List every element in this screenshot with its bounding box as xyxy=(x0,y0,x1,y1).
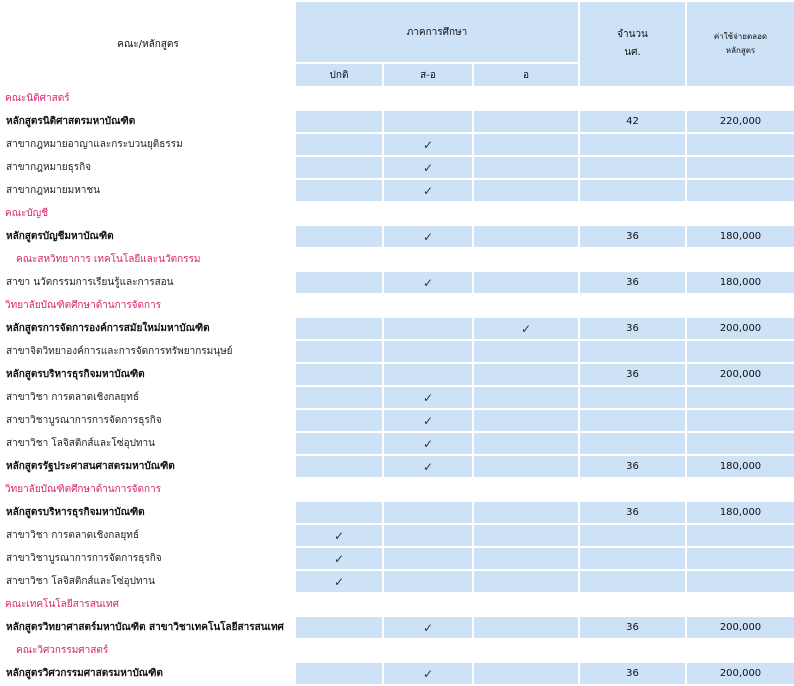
cost-value: 220,000 xyxy=(686,110,794,133)
faculty-name: คณะบัญชี xyxy=(1,202,794,225)
students-value: 36 xyxy=(579,662,686,685)
cell-sat-sun xyxy=(383,616,473,639)
check-icon: ✓ xyxy=(422,275,434,290)
cell-sun xyxy=(473,386,579,409)
cell-sat-sun xyxy=(383,340,473,363)
major-name: สาขากฎหมายมหาชน xyxy=(1,179,295,202)
check-icon: ✓ xyxy=(333,528,345,543)
cell-sat-sun xyxy=(383,271,473,294)
students-value xyxy=(579,547,686,570)
major-name: สาขาวิชาบูรณาการการจัดการธุรกิจ xyxy=(1,547,295,570)
cell-regular xyxy=(295,156,383,179)
cell-sat-sun xyxy=(383,133,473,156)
students-value: 36 xyxy=(579,616,686,639)
cost-value xyxy=(686,570,794,593)
cell-sun xyxy=(473,110,579,133)
faculty-row xyxy=(1,248,794,271)
program-row xyxy=(1,616,794,639)
check-icon: ✓ xyxy=(520,321,532,336)
header-sem-sun: อ xyxy=(473,63,579,87)
check-icon: ✓ xyxy=(422,390,434,405)
program-name: หลักสูตรบริหารธุรกิจมหาบัณฑิต xyxy=(1,501,295,524)
cell-sun xyxy=(473,524,579,547)
cell-sat-sun xyxy=(383,110,473,133)
cell-sat-sun xyxy=(383,363,473,386)
students-value xyxy=(579,570,686,593)
cell-regular xyxy=(295,110,383,133)
program-name: หลักสูตรการจัดการองค์การสมัยใหม่มหาบัณฑิต xyxy=(1,317,295,340)
cost-value xyxy=(686,524,794,547)
cell-sat-sun xyxy=(383,547,473,570)
cost-value: 200,000 xyxy=(686,317,794,340)
students-value xyxy=(579,524,686,547)
faculty-name: คณะวิศวกรรมศาสตร์ xyxy=(1,639,794,662)
cell-sat-sun xyxy=(383,432,473,455)
faculty-row xyxy=(1,294,794,317)
cell-regular xyxy=(295,340,383,363)
cell-sun xyxy=(473,225,579,248)
cell-sun xyxy=(473,616,579,639)
cell-sat-sun xyxy=(383,317,473,340)
cell-regular xyxy=(295,386,383,409)
table-body xyxy=(1,87,794,685)
cell-regular xyxy=(295,363,383,386)
major-name: สาขากฎหมายอาญาและกระบวนยุติธรรม xyxy=(1,133,295,156)
cost-value xyxy=(686,547,794,570)
students-value: 42 xyxy=(579,110,686,133)
major-name: สาขา นวัตกรรมการเรียนรู้และการสอน xyxy=(1,271,295,294)
cell-regular xyxy=(295,133,383,156)
cell-regular xyxy=(295,432,383,455)
major-name: สาขากฎหมายธุรกิจ xyxy=(1,156,295,179)
cell-sun xyxy=(473,340,579,363)
cell-sat-sun xyxy=(383,156,473,179)
faculty-row xyxy=(1,87,794,110)
faculty-name: คณะเทคโนโลยีสารสนเทศ xyxy=(1,593,794,616)
header-students: จำนวน นศ. xyxy=(579,1,686,87)
cost-value xyxy=(686,386,794,409)
cost-value: 180,000 xyxy=(686,455,794,478)
program-row xyxy=(1,501,794,524)
students-value xyxy=(579,432,686,455)
cell-sat-sun xyxy=(383,179,473,202)
cost-value xyxy=(686,432,794,455)
cell-sun xyxy=(473,432,579,455)
header-faculty-program: คณะ/หลักสูตร xyxy=(1,1,295,87)
program-row xyxy=(1,225,794,248)
cell-regular xyxy=(295,616,383,639)
program-name: หลักสูตรวิทยาศาสตร์มหาบัณฑิต สาขาวิชาเทคโนโลยีสารสนเทศ xyxy=(1,616,295,639)
cell-regular xyxy=(295,524,383,547)
program-row xyxy=(1,317,794,340)
major-row xyxy=(1,570,794,593)
cell-regular xyxy=(295,225,383,248)
major-name: สาขาวิชาบูรณาการการจัดการธุรกิจ xyxy=(1,409,295,432)
cell-sat-sun xyxy=(383,570,473,593)
cost-value: 180,000 xyxy=(686,501,794,524)
major-row xyxy=(1,386,794,409)
major-row xyxy=(1,133,794,156)
cell-regular xyxy=(295,409,383,432)
program-row xyxy=(1,110,794,133)
cell-sun xyxy=(473,501,579,524)
students-value xyxy=(579,156,686,179)
cell-sun xyxy=(473,179,579,202)
major-name: สาขาจิตวิทยาองค์การและการจัดการทรัพยากรมนุษย์ xyxy=(1,340,295,363)
cell-sat-sun xyxy=(383,455,473,478)
faculty-row xyxy=(1,593,794,616)
major-row xyxy=(1,156,794,179)
major-row xyxy=(1,340,794,363)
cell-sun xyxy=(473,133,579,156)
cost-value xyxy=(686,156,794,179)
check-icon: ✓ xyxy=(422,620,434,635)
program-name: หลักสูตรบริหารธุรกิจมหาบัณฑิต xyxy=(1,363,295,386)
check-icon: ✓ xyxy=(422,183,434,198)
cell-sun xyxy=(473,662,579,685)
check-icon: ✓ xyxy=(422,436,434,451)
major-row xyxy=(1,409,794,432)
major-row xyxy=(1,547,794,570)
program-name: หลักสูตรบัญชีมหาบัณฑิต xyxy=(1,225,295,248)
cost-value: 180,000 xyxy=(686,225,794,248)
check-icon: ✓ xyxy=(422,229,434,244)
major-row xyxy=(1,271,794,294)
cell-sat-sun xyxy=(383,662,473,685)
cost-value xyxy=(686,409,794,432)
faculty-name: วิทยาลัยบัณฑิตศึกษาด้านการจัดการ xyxy=(1,294,794,317)
cell-sat-sun xyxy=(383,225,473,248)
major-row xyxy=(1,179,794,202)
students-value xyxy=(579,179,686,202)
check-icon: ✓ xyxy=(422,137,434,152)
cell-sun xyxy=(473,156,579,179)
cell-sun xyxy=(473,363,579,386)
cost-value xyxy=(686,133,794,156)
faculty-name: คณะนิติศาสตร์ xyxy=(1,87,794,110)
cell-sun xyxy=(473,455,579,478)
program-row xyxy=(1,455,794,478)
check-icon: ✓ xyxy=(333,574,345,589)
cell-sat-sun xyxy=(383,501,473,524)
cell-regular xyxy=(295,179,383,202)
header-semester: ภาคการศึกษา xyxy=(295,1,579,63)
students-value: 36 xyxy=(579,225,686,248)
faculty-name: วิทยาลัยบัณฑิตศึกษาด้านการจัดการ xyxy=(1,478,794,501)
students-value: 36 xyxy=(579,455,686,478)
cell-sat-sun xyxy=(383,409,473,432)
program-name: หลักสูตรวิศวกรรมศาสตรมหาบัณฑิต xyxy=(1,662,295,685)
major-name: สาขาวิชา โลจิสติกส์และโซ่อุปทาน xyxy=(1,432,295,455)
cost-value: 200,000 xyxy=(686,616,794,639)
check-icon: ✓ xyxy=(422,160,434,175)
major-name: สาขาวิชา โลจิสติกส์และโซ่อุปทาน xyxy=(1,570,295,593)
header-sem-sat-sun: ส-อ xyxy=(383,63,473,87)
cell-regular xyxy=(295,455,383,478)
cost-value xyxy=(686,179,794,202)
major-name: สาขาวิชา การตลาดเชิงกลยุทธ์ xyxy=(1,524,295,547)
students-value: 36 xyxy=(579,271,686,294)
major-row xyxy=(1,524,794,547)
cell-sat-sun xyxy=(383,386,473,409)
cell-regular xyxy=(295,662,383,685)
check-icon: ✓ xyxy=(422,666,434,681)
cell-sun xyxy=(473,570,579,593)
cell-regular xyxy=(295,570,383,593)
header-sem-regular: ปกติ xyxy=(295,63,383,87)
faculty-row xyxy=(1,639,794,662)
cell-regular xyxy=(295,271,383,294)
cell-regular xyxy=(295,547,383,570)
students-value: 36 xyxy=(579,317,686,340)
cell-sun xyxy=(473,271,579,294)
faculty-row xyxy=(1,478,794,501)
students-value: 36 xyxy=(579,501,686,524)
faculty-row xyxy=(1,202,794,225)
cell-regular xyxy=(295,501,383,524)
students-value xyxy=(579,133,686,156)
check-icon: ✓ xyxy=(422,413,434,428)
faculty-name: คณะสหวิทยาการ เทคโนโลยีและนวัตกรรม xyxy=(1,248,794,271)
major-row xyxy=(1,432,794,455)
students-value xyxy=(579,340,686,363)
cell-sun xyxy=(473,317,579,340)
cell-sun xyxy=(473,547,579,570)
cost-value xyxy=(686,340,794,363)
cell-sun xyxy=(473,409,579,432)
cost-value: 200,000 xyxy=(686,363,794,386)
cost-value: 180,000 xyxy=(686,271,794,294)
program-name: หลักสูตรรัฐประศาสนศาสตรมหาบัณฑิต xyxy=(1,455,295,478)
cost-value: 200,000 xyxy=(686,662,794,685)
header-cost: ค่าใช้จ่ายตลอด หลักสูตร xyxy=(686,1,794,87)
students-value xyxy=(579,386,686,409)
check-icon: ✓ xyxy=(333,551,345,566)
students-value xyxy=(579,409,686,432)
program-row xyxy=(1,662,794,685)
cell-sat-sun xyxy=(383,524,473,547)
program-name: หลักสูตรนิติศาสตรมหาบัณฑิต xyxy=(1,110,295,133)
cell-regular xyxy=(295,317,383,340)
check-icon: ✓ xyxy=(422,459,434,474)
students-value: 36 xyxy=(579,363,686,386)
program-row xyxy=(1,363,794,386)
major-name: สาขาวิชา การตลาดเชิงกลยุทธ์ xyxy=(1,386,295,409)
